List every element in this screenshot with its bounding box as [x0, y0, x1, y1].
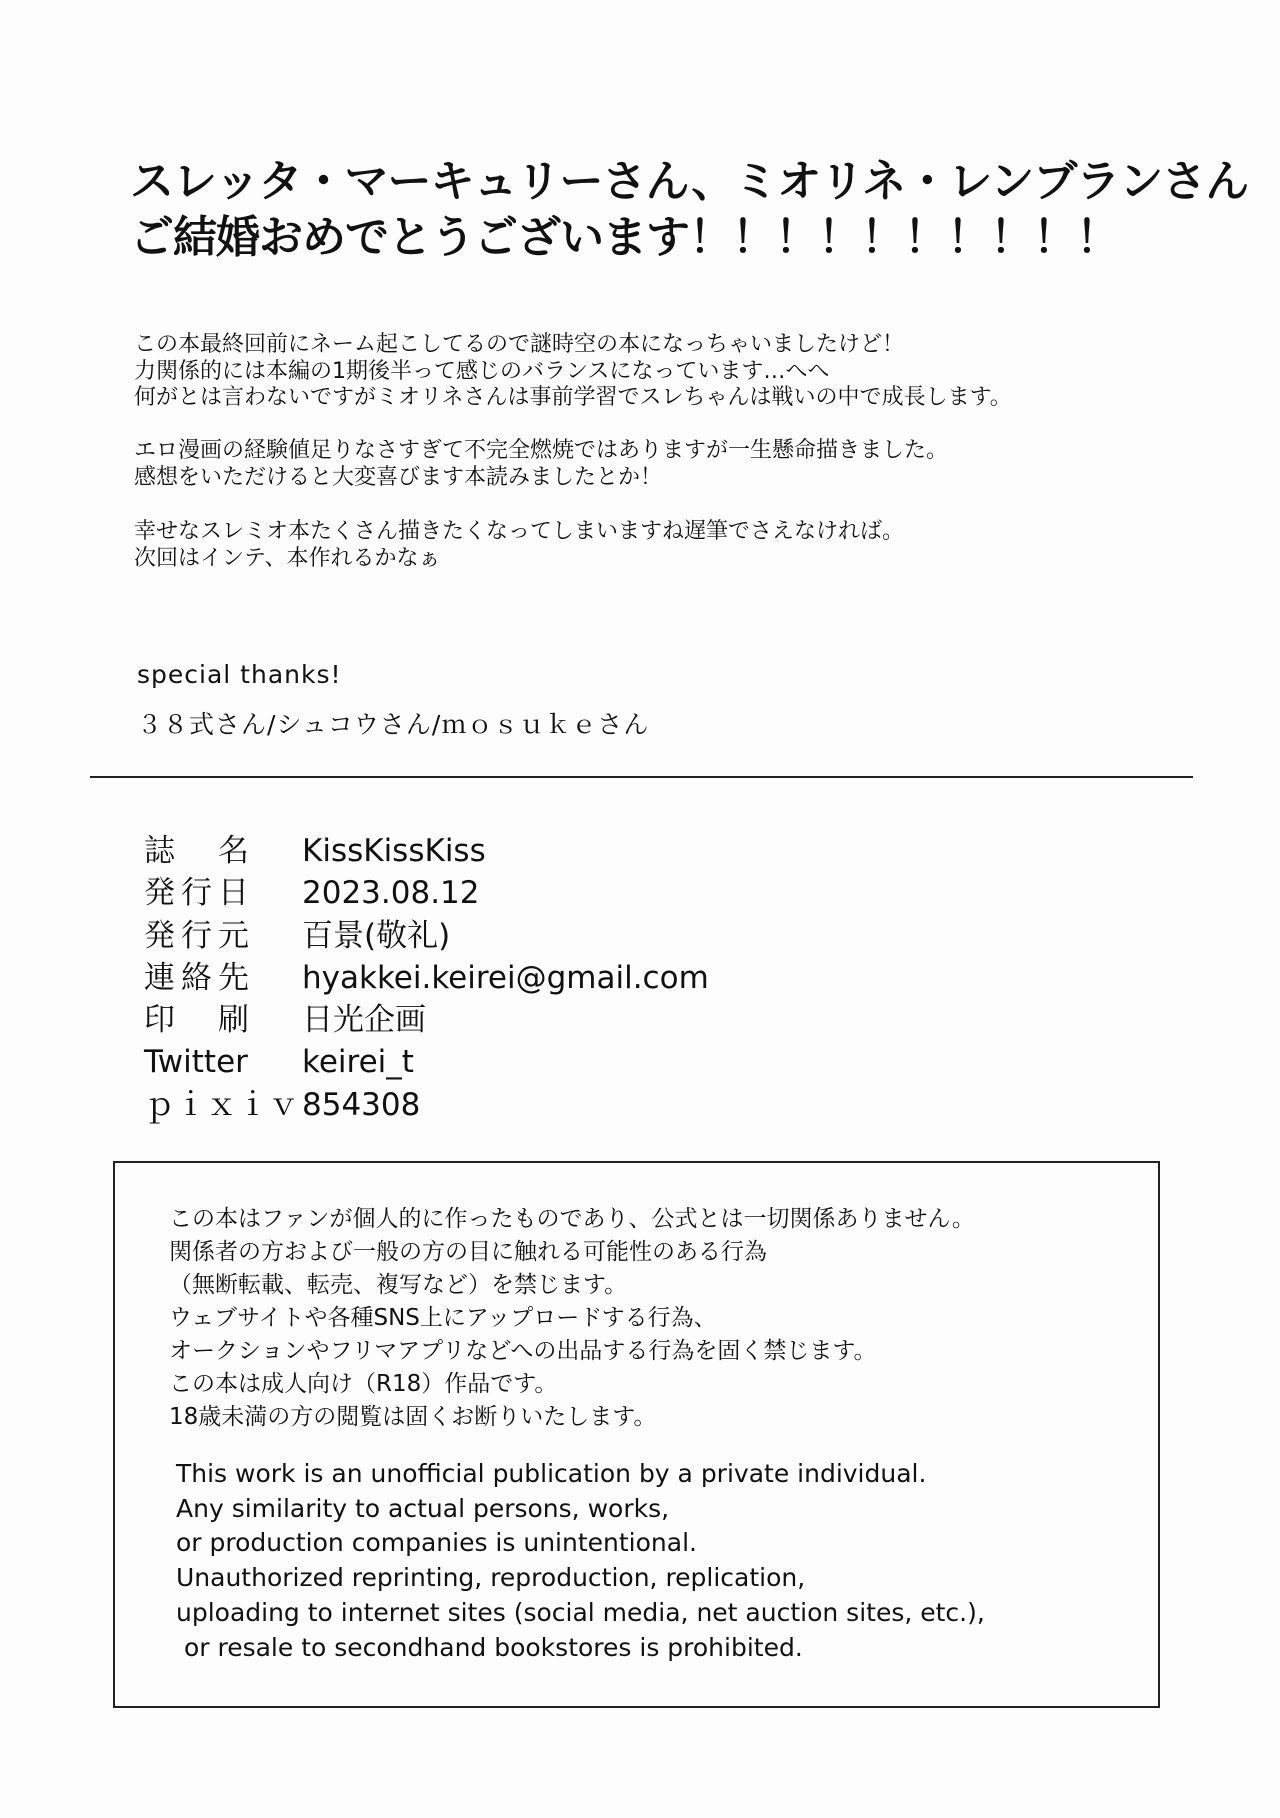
- text-line: Any similarity to actual persons, works,: [176, 1493, 670, 1523]
- text-line: 感想をいただけると大変喜びます本読みましたとか！: [134, 464, 663, 490]
- colophon-label: 印 刷: [144, 1002, 255, 1039]
- colophon-value: hyakkei.keirei@gmail.com: [302, 959, 709, 996]
- thanks-names: ３８式さん/シュコウさん/ｍｏｓｕｋｅさん: [137, 710, 650, 739]
- text-line: This work is an unofficial publication by a private individual.: [176, 1459, 927, 1488]
- text-line: Unauthorized reprinting, reproduction, replication,: [176, 1563, 806, 1593]
- text-line: （無断転載、転売、複写など）を禁じます。: [169, 1272, 628, 1298]
- colophon-label: 発行元: [144, 917, 255, 954]
- afterword-paragraph: [134, 438, 948, 491]
- text-line: 18歳未満の方の閲覧は固くお断りいたします。: [169, 1404, 657, 1430]
- notice-english: [176, 1457, 985, 1665]
- colophon-label: 連絡先: [144, 959, 255, 996]
- afterword-paragraph: [134, 519, 904, 572]
- text-line: 次回はインテ、本作れるかなぁ: [134, 545, 441, 571]
- text-line: uploading to internet sites (social media, net auction sites, etc.),: [176, 1597, 985, 1627]
- text-line: エロ漫画の経験値足りなさすぎて不完全燃焼ではありますが一生懸命描きました。: [134, 438, 949, 463]
- colophon-row: [144, 1084, 709, 1126]
- text-line: オークションやフリマアプリなどへの出品する行為を固く禁じます。: [169, 1338, 877, 1364]
- colophon-label: 発行日: [144, 875, 255, 912]
- text-line: ウェブサイトや各種SNS上にアップロードする行為、: [169, 1305, 717, 1331]
- colophon-value: 854308: [302, 1086, 421, 1123]
- colophon-row: [144, 1041, 709, 1083]
- colophon-label: Twitter: [144, 1044, 248, 1081]
- colophon-value: KissKissKiss: [302, 833, 486, 869]
- colophon-row: [144, 872, 709, 914]
- text-line: 関係者の方および一般の方の目に触れる可能性のある行為: [169, 1239, 767, 1265]
- colophon-label: ｐｉｘｉｖ: [144, 1086, 299, 1123]
- text-line: 力関係的には本編の1期後半って感じのバランスになっています…へへ: [134, 358, 830, 384]
- colophon-value: 日光企画: [302, 1002, 426, 1039]
- title-line: ご結婚おめでとうございます！！！！！！！！！！: [130, 212, 1119, 263]
- colophon-row: [144, 999, 709, 1041]
- colophon-row: [144, 915, 709, 957]
- special-thanks: [137, 650, 649, 750]
- colophon-label: 誌 名: [144, 833, 255, 869]
- thanks-heading: special thanks!: [137, 660, 342, 689]
- divider: [90, 776, 1193, 778]
- text-line: 何がとは言わないですがミオリネさんは事前学習でスレちゃんは戦いの中で成長します。: [134, 385, 1012, 410]
- text-line: or resale to secondhand bookstores is prohibited.: [176, 1632, 803, 1662]
- notice-japanese: [169, 1203, 975, 1434]
- colophon-value: 2023.08.12: [302, 875, 480, 912]
- page-title: [130, 154, 1248, 266]
- notice-box: [113, 1161, 1160, 1708]
- text-line: or production companies is unintentional.: [176, 1528, 697, 1558]
- afterword-paragraph: [134, 332, 1012, 412]
- colophon-value: 百景(敬礼): [302, 917, 451, 954]
- title-line: スレッタ・マーキュリーさん、ミオリネ・レンブランさん: [130, 156, 1249, 207]
- text-line: 幸せなスレミオ本たくさん描きたくなってしまいますね遅筆でさえなければ。: [134, 519, 905, 544]
- colophon-value: keirei_t: [302, 1044, 414, 1081]
- colophon-row: [144, 830, 709, 872]
- text-line: この本はファンが個人的に作ったものであり、公式とは一切関係ありません。: [169, 1206, 975, 1232]
- colophon-row: [144, 957, 709, 999]
- text-line: この本は成人向け（R18）作品です。: [169, 1371, 558, 1397]
- colophon: [144, 830, 709, 1126]
- text-line: この本最終回前にネーム起こしてるので謎時空の本になっちゃいましたけど！: [134, 332, 905, 357]
